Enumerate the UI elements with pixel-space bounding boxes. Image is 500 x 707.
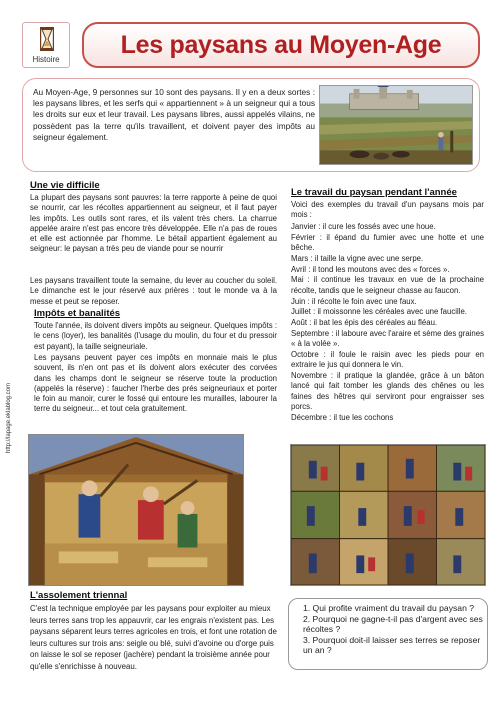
assolement-paragraph: C'est la technique employée par les paysans pour exploiter au mieux leurs terres sans trop les appauvrir, car les engrais n'existent pas. Les paysans séparent leurs terres agricoles en trois, et font une rotation de leurs cultures sur trois ans: seigle ou blé, suivi d'avoine ou d'orge puis on laisse le sol se reposer (jachère) pendant la troisième année pour qu'elle s'enrichisse à nouveau. bbox=[30, 604, 277, 671]
source-url bbox=[2, 368, 16, 468]
questions-list bbox=[303, 603, 483, 656]
medieval-village-illustration bbox=[319, 85, 473, 165]
heading-travail: Le travail du paysan pendant l'année bbox=[291, 187, 457, 198]
month-item: Octobre : il foule le raisin avec les pieds pour en extraire le jus qui donnera le vin. bbox=[291, 350, 484, 370]
month-item: Février : il épand du fumier avec une hotte et une bêche. bbox=[291, 232, 484, 253]
month-item: Mars : il taille la vigne avec une serpe. bbox=[291, 253, 424, 263]
heading-impots: Impôts et banalités bbox=[34, 308, 121, 319]
heading-assolement: L'assolement triennal bbox=[30, 590, 128, 601]
threshing-scene-illustration bbox=[28, 434, 244, 586]
month-item: Janvier : il cure les fossés avec une houe. bbox=[291, 222, 436, 231]
page-title: Les paysans au Moyen-Age bbox=[120, 31, 442, 59]
question-item: 1. Qui profite vraiment du travail du paysan ? bbox=[303, 603, 475, 613]
month-item: Avril : il tond les moutons avec des « forces ». bbox=[291, 264, 450, 274]
month-item: Décembre : il tue les cochons bbox=[291, 412, 394, 422]
subject-label: Histoire bbox=[32, 55, 60, 64]
title-banner bbox=[82, 22, 480, 68]
questions-panel bbox=[288, 598, 488, 670]
month-item: Novembre : il pratique la glandée, grâce à un bâton lancé qui fait tomber les glands des chênes ou les faines des hêtres qui serviront pour engraisser ses porcs. bbox=[291, 371, 485, 412]
question-item: 2. Pourquoi ne gagne-t-il pas d'argent avec ses récoltes ? bbox=[303, 613, 483, 635]
month-item: Juillet : il moissonne les céréales avec une faucille. bbox=[291, 307, 467, 317]
intro-panel bbox=[22, 78, 480, 172]
impots-paragraph-2: Les paysans peuvent payer ces impôts en monnaie mais le plus souvent, ils n'en ont pas et ils doivent alors exécuter des corvées dans les champs dont le seigneur se réserve toute la production (appelés la réserve) : faucher l'herbe des prés seigneuriaux et porter le foin au manoir, curer le fossé qui entoure les murailles, labourer la terre du seigneur... et tout cela gratuitement. bbox=[34, 353, 277, 414]
travail-intro: Voici des exemples du travail d'un paysans mois par mois : bbox=[291, 200, 484, 220]
vie-paragraph-1: La plupart des paysans sont pauvres: la terre rapporte à peine de quoi se nourrir, car les récoltes appartiennent au seigneur, et il faut payer les impôts. Les outils sont rares, et ils valent très chers. La charrue appelée araire n'est pas encore très développée. Elle n'a pas de roues et elle est actionnée par l'homme. Le bétail appartient également au seigneur: le paysan a très peu de viande pour se nourrir bbox=[30, 193, 277, 254]
month-item: Mai : il continue les travaux en vue de la prochaine récolte, tandis que le seigneur chasse au faucon. bbox=[291, 275, 484, 295]
months-list bbox=[291, 222, 484, 423]
hourglass-icon bbox=[39, 27, 55, 51]
month-item: Août : il bat les épis des céréales au fléau. bbox=[291, 318, 438, 328]
month-item: Septembre : il laboure avec l'araire et sème des graines « à la volée ». bbox=[291, 328, 484, 349]
month-item: Juin : il récolte le foin avec une faux. bbox=[291, 296, 417, 306]
intro-text: Au Moyen-Age, 9 personnes sur 10 sont des paysans. Il y en a deux sortes : les paysans libres, et les serfs qui « appartiennent » à un seigneur qui a tous les droits sur eux et leur travail. Les paysans libres, aussi appelés vilains, ne possèdent pas la terre qu'ils travaillent, et doivent payer des impôts au seigneur également. bbox=[33, 87, 315, 142]
question-item: 3. Pourquoi doit-il laisser ses terres se reposer un an ? bbox=[303, 634, 481, 656]
vie-paragraph-2: Les paysans travaillent toute la semaine, du lever au coucher du soleil. Le dimanche est le jour réservé aux prières : tout le monde va à la messe et peut se reposer. bbox=[30, 276, 277, 306]
source-url-text: http://lapage.eklablog.com bbox=[6, 382, 12, 454]
subject-badge bbox=[22, 22, 70, 68]
monthly-labours-calendar-illustration bbox=[290, 444, 486, 586]
heading-vie-difficile: Une vie difficile bbox=[30, 180, 100, 191]
impots-paragraph-1: Toute l'année, ils doivent divers impôts au seigneur. Quelques impôts : le cens (loyer), les banalités (l'usage du moulin, du four et du pressoir est payant), la taille seigneuriale. bbox=[34, 321, 277, 351]
